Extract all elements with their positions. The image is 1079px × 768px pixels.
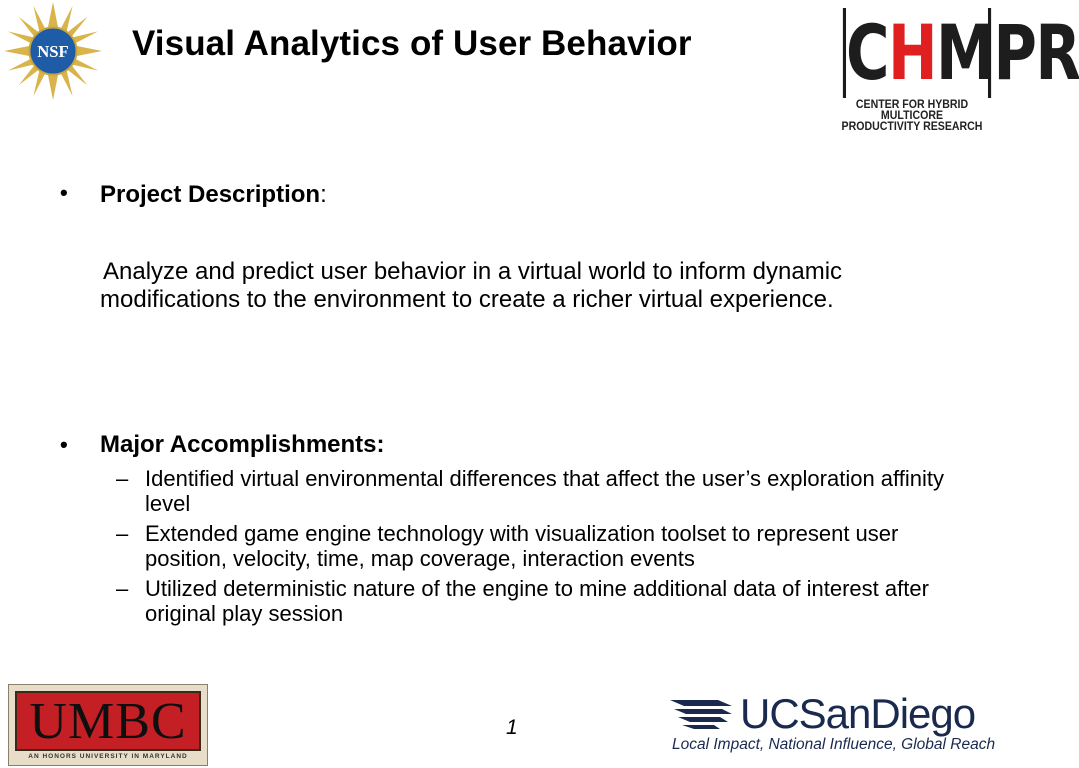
section-heading-project-description: Project Description: (100, 181, 327, 208)
accomplishment-item: – Utilized deterministic nature of the engine to mine additional data of interest after original play session (116, 576, 929, 626)
section-heading-major-accomplishments: Major Accomplishments: (100, 431, 385, 458)
umbc-tagline: AN HONORS UNIVERSITY IN MARYLAND (28, 753, 188, 760)
chmpr-logo (816, 6, 1079, 133)
accomplishment-item: – Identified virtual environmental differences that affect the user’s exploration affinity level (116, 466, 944, 516)
nsf-logo-text: NSF (37, 41, 69, 61)
page-title: Visual Analytics of User Behavior (132, 24, 692, 63)
ucsd-wave-icon (668, 696, 734, 730)
ucsd-logo-name: UCSanDiego (740, 690, 976, 737)
ucsd-logo (668, 690, 1016, 762)
accomplishment-item: – Extended game engine technology with visualization toolset to represent user position, velocity, time, map coverage, interaction events (116, 521, 899, 571)
page-number: 1 (506, 716, 518, 739)
nsf-logo (4, 2, 102, 100)
chmpr-subtitle: CENTER FOR HYBRID MULTICORE PRODUCTIVITY RESEARCH (841, 99, 983, 133)
project-description-text: Analyze and predict user behavior in a virtual world to inform dynamic modifications to the environment to create a richer virtual experience. (100, 258, 843, 313)
bullet-marker: • (60, 432, 68, 457)
ucsd-tagline: Local Impact, National Influence, Global Reach (672, 736, 996, 753)
chmpr-wordmark: CHMPR (843, 8, 991, 98)
bullet-marker: • (60, 180, 68, 205)
umbc-logo (8, 684, 208, 766)
umbc-logo-text: UMBC (29, 693, 187, 750)
